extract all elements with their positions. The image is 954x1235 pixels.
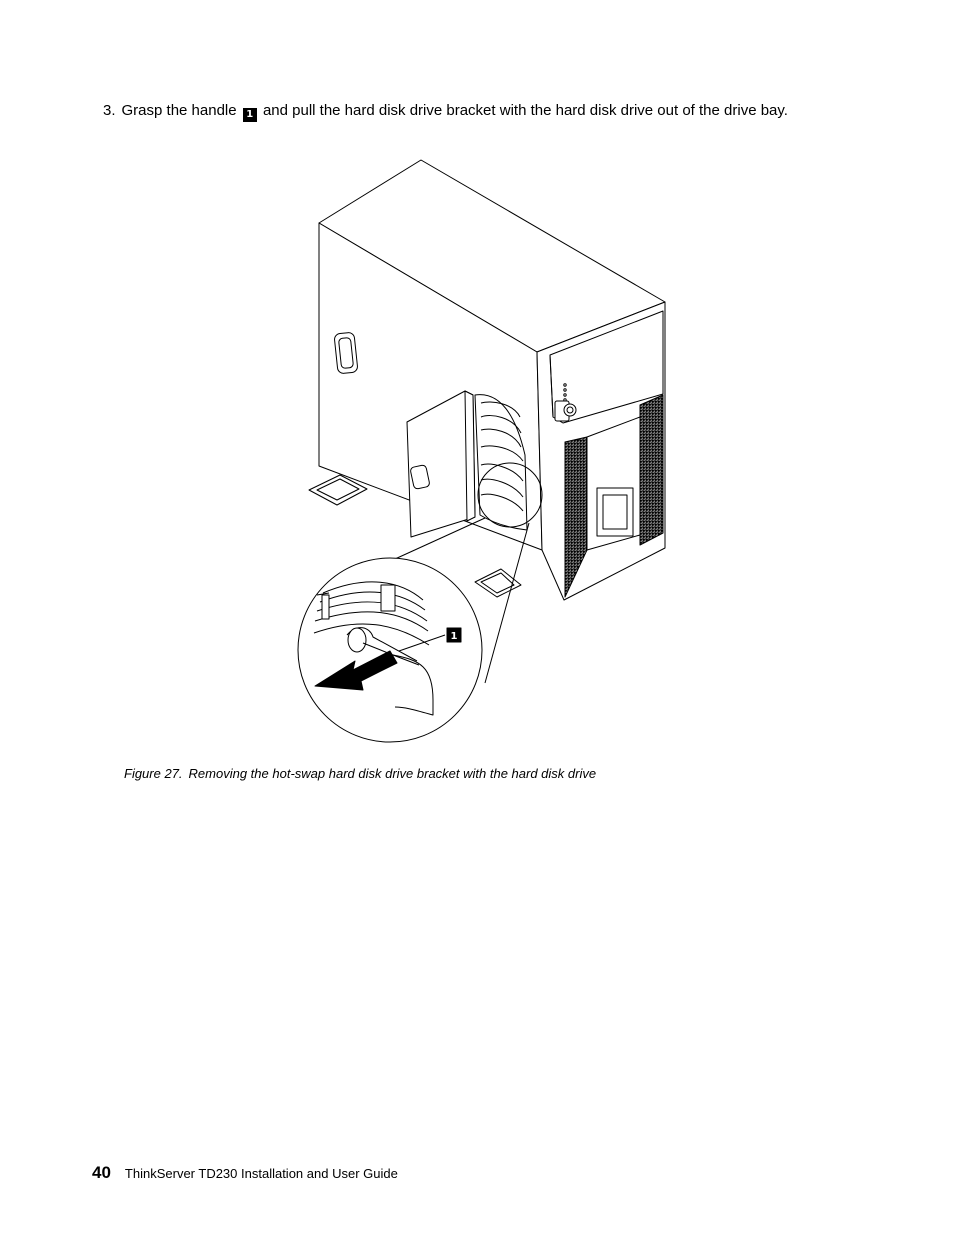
page-footer — [92, 1163, 398, 1183]
page-number: 40 — [92, 1163, 111, 1182]
step-text-before: Grasp the handle — [121, 102, 237, 119]
step-text-after: and pull the hard disk drive bracket with the hard disk drive out of the drive bay. — [262, 102, 788, 119]
callout-marker: 1 — [243, 108, 257, 122]
figure-callout-label: 1 — [450, 631, 458, 642]
figure-caption — [124, 766, 596, 781]
figure-number: Figure 27. — [124, 766, 183, 781]
figure-caption-text: Removing the hot-swap hard disk drive bracket with the hard disk drive — [188, 766, 597, 781]
step-instruction — [103, 101, 903, 122]
guide-title: ThinkServer TD230 Installation and User Guide — [124, 1166, 398, 1181]
step-number: 3. — [103, 102, 116, 119]
server-illustration — [295, 155, 675, 745]
